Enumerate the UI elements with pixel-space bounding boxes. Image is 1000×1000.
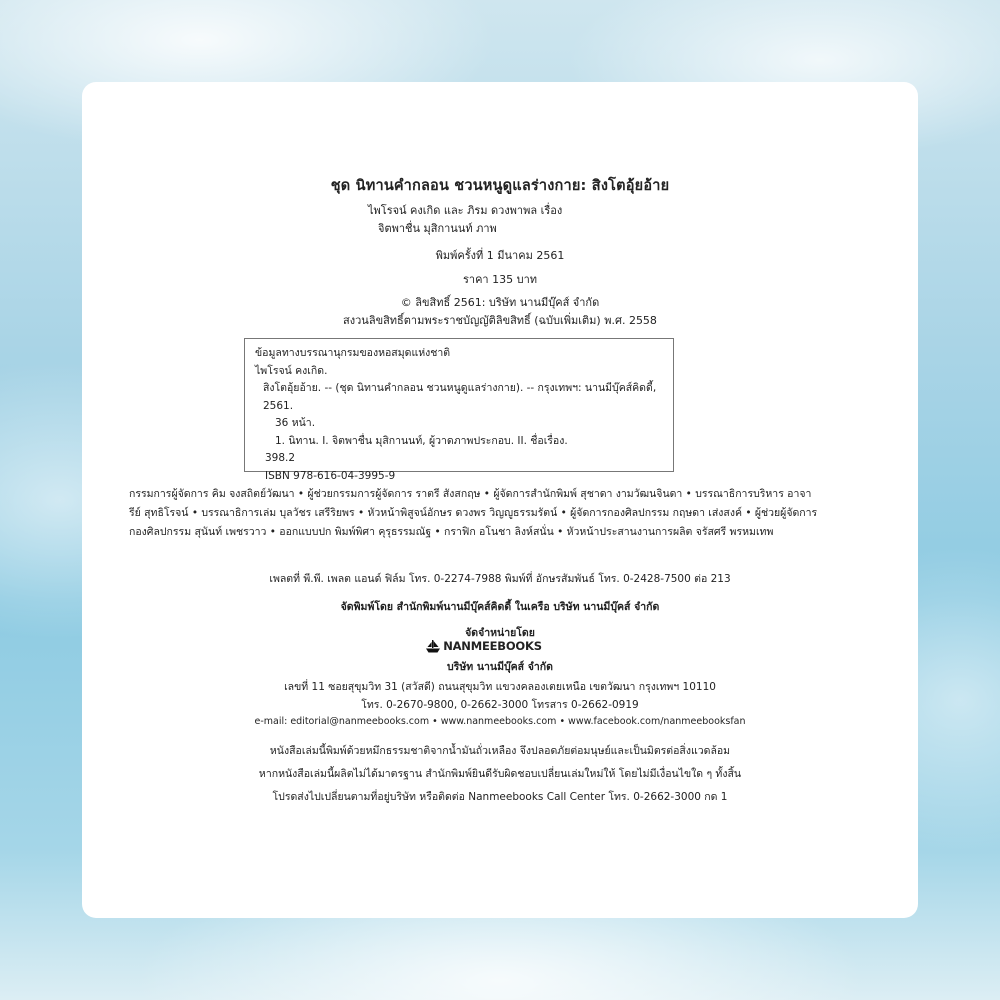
copyright-line: © ลิขสิทธิ์ 2561: บริษัท นานมีบุ๊คส์ จำกัด: [400, 296, 600, 309]
illustrator-line: จิตพาชื่น มุสิกานนท์ ภาพ: [378, 222, 497, 235]
ship-icon: [426, 640, 440, 653]
book-title: ชุด นิทานคำกลอน ชวนหนูดูแลร่างกาย: สิงโตอุ้ยอ้าย: [330, 178, 670, 194]
staff-credits: กรรมการผู้จัดการ คิม จงสถิตย์วัฒนา • ผู้ช่วยกรรมการผู้จัดการ ราตรี สังสกฤษ • ผู้จัดการสำนักพิมพ์ สุชาดา งามวัฒนจินดา • บรรณาธิการบริหาร อาจารีย์ สุทธิโรจน์ • บรรณาธิการเล่ม บุลวัชร เสรีริยพร • หัวหน้าพิสูจน์อักษร ดวงพร วิญญูธรรมรัตน์ • ผู้จัดการกองศิลปกรรม กฤษดา เส่งสงค์ • ผู้ช่วยผู้จัดการกองศิลปกรรม สุนันท์ เพชรวาว • ออกแบบปก พิมพ์พิศา คุรุธรรมณัฐ • กราฟิก อโนชา ลิงห์สนั่น • หัวหน้าประสานงานการผลิต จรัสศรี พรหมเทพ: [129, 488, 818, 538]
distributor-label: จัดจำหน่ายโดย: [465, 627, 535, 639]
cip-pages: 36 หน้า.: [275, 417, 316, 429]
credits: [368, 202, 562, 238]
printing-info: เพลตที่ พี.พี. เพลต แอนด์ ฟิล์ม โทร. 0-2274-7988 พิมพ์ที่ อักษรสัมพันธ์ โทร. 0-2428-7500 ต่อ 213: [269, 573, 731, 585]
cip-classification: 398.2: [265, 452, 296, 464]
cip-box: [244, 338, 674, 482]
rights-line: สงวนลิขสิทธิ์ตามพระราชบัญญัติลิขสิทธิ์ (ฉบับเพิ่มเติม) พ.ศ. 2558: [343, 314, 657, 327]
phone-line: โทร. 0-2670-9800, 0-2662-3000 โทรสาร 0-2662-0919: [361, 699, 639, 711]
cip-author: ไพโรจน์ คงเกิด.: [255, 364, 328, 377]
author-line: ไพโรจน์ คงเกิด และ ภิรม ดวงพาพล เรื่อง: [368, 204, 563, 217]
cip-heading: ข้อมูลทางบรรณานุกรมของหอสมุดแห่งชาติ: [255, 347, 451, 359]
address-block: [82, 678, 918, 714]
cip-subjects: 1. นิทาน. I. จิตพาชื่น มุสิกานนท์, ผู้วาดภาพประกอบ. II. ชื่อเรื่อง.: [275, 434, 568, 447]
nanmeebooks-logo: [414, 638, 554, 654]
publisher-line: จัดพิมพ์โดย สำนักพิมพ์นานมีบุ๊คส์คิดดี้ ในเครือ บริษัท นานมีบุ๊คส์ จำกัด: [340, 601, 660, 613]
copyright-block: [82, 294, 918, 330]
address-line: เลขที่ 11 ซอยสุขุมวิท 31 (สวัสดี) ถนนสุขุมวิท แขวงคลองเตยเหนือ เขตวัฒนา กรุงเทพฯ 10110: [284, 681, 716, 693]
defect-note: หากหนังสือเล่มนี้ผลิตไม่ได้มาตรฐาน สำนักพิมพ์ยินดีรับผิดชอบเปลี่ยนเล่มใหม่ให้ โดยไม่มีเงื่อนไขใด ๆ ทั้งสิ้น: [258, 768, 742, 780]
cip-title-entry: สิงโตอุ้ยอ้าย. -- (ชุด นิทานคำกลอน ชวนหนูดูแลร่างกาย). -- กรุงเทพฯ: นานมีบุ๊คส์คิดดี้, 2561.: [263, 382, 657, 412]
eco-note: หนังสือเล่มนี้พิมพ์ด้วยหมึกธรรมชาติจากน้ำมันถั่วเหลือง จึงปลอดภัยต่อมนุษย์และเป็นมิตรต่อสิ่งแวดล้อม: [269, 745, 731, 757]
logo-wordmark: NANMEEBOOKS: [443, 639, 542, 653]
cip-isbn: ISBN 978-616-04-3995-9: [265, 469, 396, 482]
notes-block: [82, 740, 918, 809]
contact-line: e-mail: editorial@nanmeebooks.com • www.nanmeebooks.com • www.facebook.com/nanmeebooksfan: [254, 716, 746, 727]
company-name: บริษัท นานมีบุ๊คส์ จำกัด: [447, 661, 553, 673]
edition-line: พิมพ์ครั้งที่ 1 มีนาคม 2561: [435, 249, 565, 262]
return-note: โปรดส่งไปเปลี่ยนตามที่อยู่บริษัท หรือติดต่อ Nanmeebooks Call Center โทร. 0-2662-3000 กด 1: [272, 791, 728, 803]
price-line: ราคา 135 บาท: [462, 273, 538, 286]
imprint-card: [82, 82, 918, 918]
